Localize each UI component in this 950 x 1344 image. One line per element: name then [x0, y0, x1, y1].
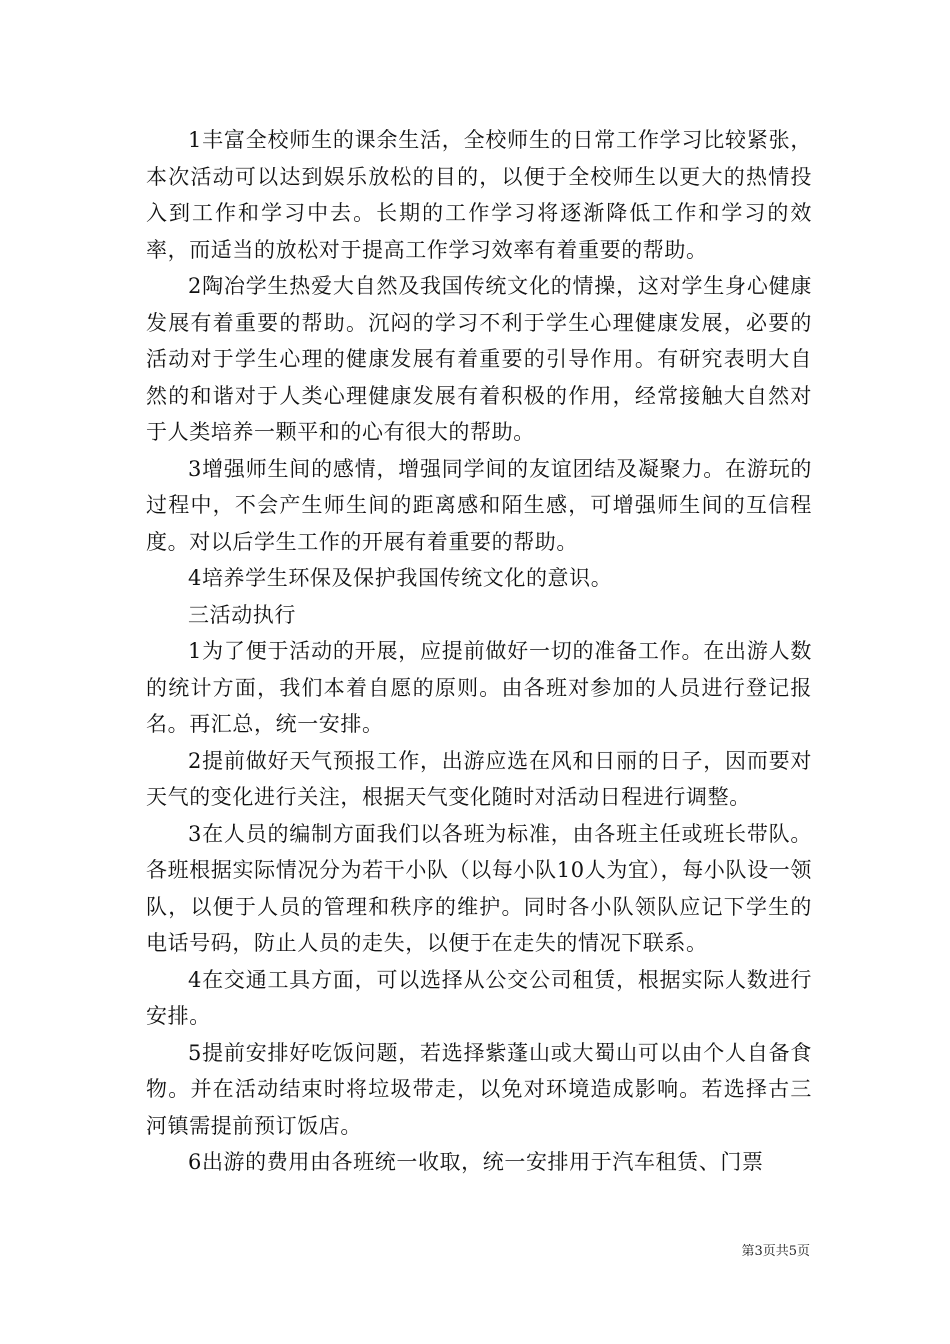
- page-number-footer: 第3页共5页: [741, 1244, 810, 1259]
- paragraph-benefit-1: 1丰富全校师生的课余生活，全校师生的日常工作学习比较紧张，本次活动可以达到娱乐放松的目的，以便于全校师生以更大的热情投入到工作和学习中去。长期的工作学习将逐渐降低工作和学习的效率，而适当的放松对于提高工作学习效率有着重要的帮助。: [146, 128, 812, 262]
- document-body: [146, 122, 812, 1181]
- paragraph-execution-5: 5提前安排好吃饭问题，若选择紫蓬山或大蜀山可以由个人自备食物。并在活动结束时将垃圾带走，以免对环境造成影响。若选择古三河镇需提前预订饭店。: [146, 1040, 812, 1138]
- paragraph-execution-3: 3在人员的编制方面我们以各班为标准，由各班主任或班长带队。各班根据实际情况分为若干小队（以每小队10人为宜），每小队设一领队，以便于人员的管理和秩序的维护。同时各小队领队应记下学生的电话号码，防止人员的走失，以便于在走失的情况下联系。: [146, 821, 812, 955]
- paragraph-execution-1: 1为了便于活动的开展，应提前做好一切的准备工作。在出游人数的统计方面，我们本着自愿的原则。由各班对参加的人员进行登记报名。再汇总，统一安排。: [146, 639, 812, 736]
- paragraph-execution-4: 4在交通工具方面，可以选择从公交公司租赁，根据实际人数进行安排。: [146, 967, 812, 1028]
- paragraph-execution-6: 6出游的费用由各班统一收取，统一安排用于汽车租赁、门票: [188, 1150, 764, 1174]
- paragraph-benefit-4: 4培养学生环保及保护我国传统文化的意识。: [188, 566, 613, 590]
- paragraph-benefit-2: 2陶冶学生热爱大自然及我国传统文化的情操，这对学生身心健康发展有着重要的帮助。沉闷的学习不利于学生心理健康发展，必要的活动对于学生心理的健康发展有着重要的引导作用。有研究表明大自然的和谐对于人类心理健康发展有着积极的作用，经常接触大自然对于人类培养一颗平和的心有很大的帮助。: [146, 274, 812, 444]
- paragraph-execution-2: 2提前做好天气预报工作，出游应选在风和日丽的日子，因而要对天气的变化进行关注，根据天气变化随时对活动日程进行调整。: [146, 748, 812, 809]
- section-heading-execution: 三活动执行: [188, 602, 296, 627]
- paragraph-benefit-3: 3增强师生间的感情，增强同学间的友谊团结及凝聚力。在游玩的过程中，不会产生师生间的距离感和陌生感，可增强师生间的互信程度。对以后学生工作的开展有着重要的帮助。: [146, 456, 812, 554]
